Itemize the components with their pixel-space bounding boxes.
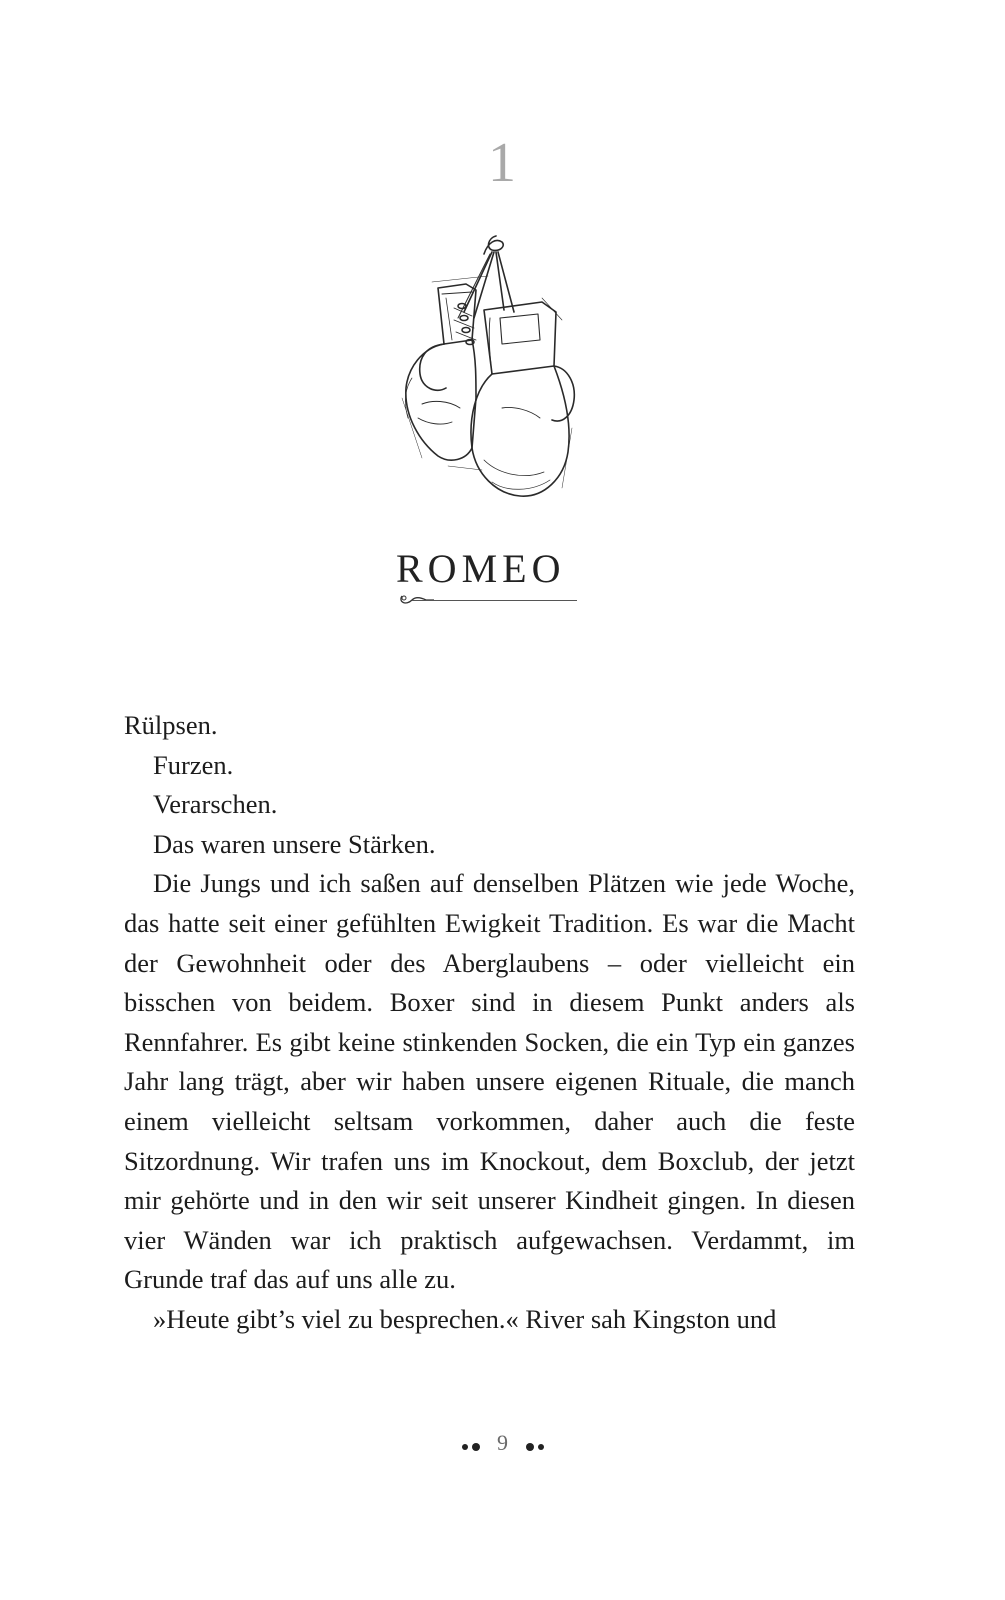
dots-ornament-icon: [524, 1430, 546, 1460]
chapter-title-text: ROMEO: [396, 546, 566, 591]
chapter-body: [124, 706, 855, 1340]
paragraph: Die Jungs und ich saßen auf denselben Plätzen wie jede Woche, das hatte seit einer gefühlten Ewigkeit Tradition. Es war die Macht der Gewohnheit oder des Aberglaubens – oder vielleicht ein bisschen von beidem. Boxer sind in diesem Punkt anders als Rennfahrer. Es gibt keine stinkenden Socken, die ein Typ ein ganzes Jahr lang trägt, aber wir haben unsere eigenen Rituale, die manch einem vielleicht seltsam vorkommen, daher auch die feste Sitzordnung. Wir trafen uns im Knockout, dem Boxclub, der jetzt mir gehörte und in den wir seit unserer Kindheit gingen. In diesen vier Wänden war ich praktisch aufgewachsen. Verdammt, im Grunde traf das auf uns alle zu.: [124, 868, 855, 1295]
paragraph: »Heute gibt’s viel zu besprechen.« River sah Kingston und: [153, 1303, 777, 1334]
chapter-number: 1: [488, 132, 517, 194]
paragraph: Das waren unsere Stärken.: [153, 828, 436, 859]
boxing-gloves-icon: [392, 228, 592, 508]
paragraph: Furzen.: [153, 749, 234, 780]
paragraph: Verarschen.: [153, 789, 278, 820]
page-footer: [0, 1428, 1005, 1460]
paragraph: Rülpsen.: [124, 710, 218, 740]
page-number: 9: [497, 1430, 508, 1455]
flourish-ornament-icon: [396, 582, 436, 606]
title-underline: [412, 600, 577, 601]
dots-ornament-icon: [460, 1430, 482, 1460]
chapter-title: [396, 536, 586, 606]
